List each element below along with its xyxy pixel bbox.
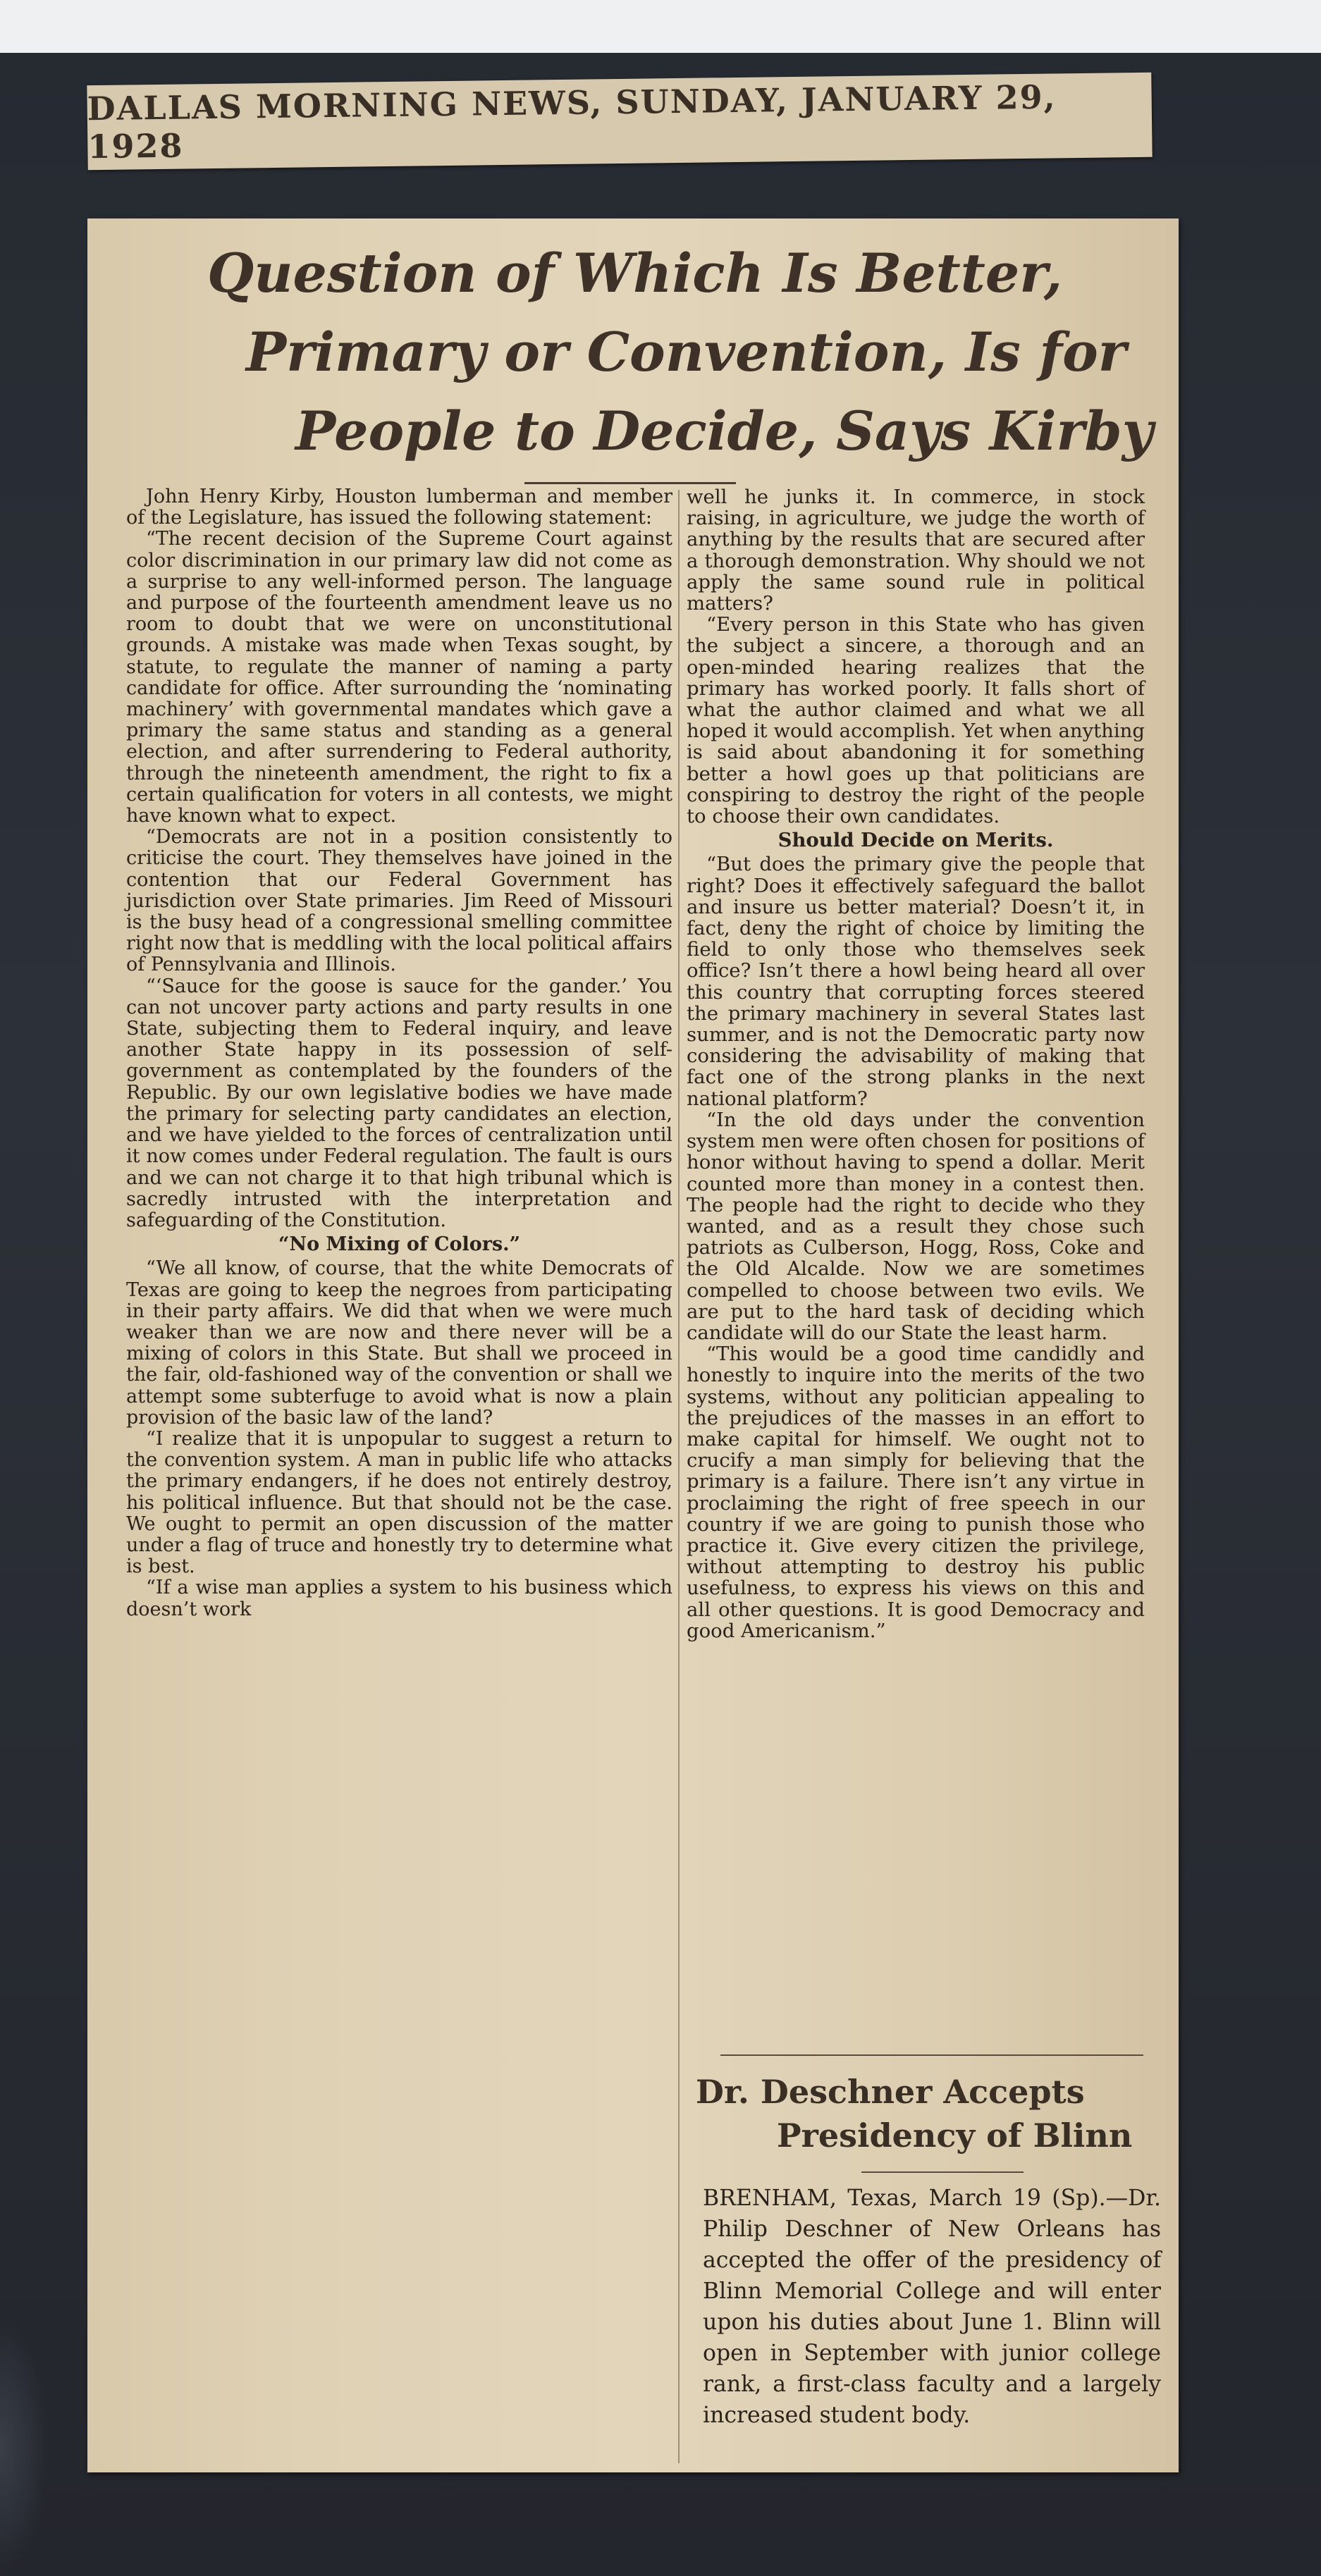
second-headline-line-1: Dr. Deschner Accepts	[696, 2073, 1085, 2111]
headline-line-2: Primary or Convention, Is for	[246, 321, 1126, 383]
dateline-text: DALLAS MORNING NEWS, SUNDAY, JANUARY 29, 1928	[87, 78, 1057, 166]
second-article	[689, 2054, 1175, 2431]
wall-background	[0, 0, 1321, 60]
paragraph: “Democrats are not in a position consistently to criticise the court. They themselves have joined in the contention that our Federal Government has jurisdiction over State primaries. Jim Reed of Missouri is the busy head of a congressional smelling committee right now that is meddling with the local political affairs of Pennsylvania and Illinois.	[126, 826, 672, 976]
paragraph: “I realize that it is unpopular to suggest a return to the convention system. A man in public life who attacks the primary endangers, if he does not entirely destroy, his political influence. But that should not be the case. We ought to permit an open discussion of the matter under a flag of truce and honestly try to determine what is best.	[126, 1427, 672, 1578]
column-divider	[678, 490, 680, 2463]
second-headline-rule	[861, 2171, 1024, 2173]
article-separator	[720, 2054, 1143, 2056]
subheading: “No Mixing of Colors.”	[278, 1233, 521, 1256]
dateline-strip	[87, 73, 1152, 170]
article-right-column	[687, 486, 1145, 1641]
headline-rule	[524, 482, 736, 484]
paragraph: “The recent decision of the Supreme Court against color discrimination in our primary law did not come as a surprise to any well-informed person. The language and purpose of the fourteenth amendment leave us no room to doubt that we were on unconstitutional grounds. A mistake was made when Texas sought, by statute, to regulate the manner of naming a party candidate for office. After surrounding the ‘nominating machinery’ with governmental mandates which gave a primary the same status and standing as a general election, and after surrendering to Federal authority, through the nineteenth amendment, the right to fix a certain qualification for voters in all contests, we might have known what to expect.	[126, 528, 672, 827]
newspaper-clipping	[87, 218, 1179, 2472]
paragraph: “If a wise man applies a system to his business which doesn’t work	[126, 1577, 672, 1620]
second-headline-line-2: Presidency of Blinn	[777, 2116, 1133, 2155]
second-article-body: BRENHAM, Texas, March 19 (Sp).—Dr. Philip Deschner of New Orleans has accepted the offer of the presidency of Blinn Memorial College and will enter upon his duties about June 1. Blinn will open in September with junior college rank, a first-class faculty and a largely increased student body.	[703, 2186, 1161, 2428]
paragraph: “This would be a good time candidly and honestly to inquire into the merits of the two systems, without any politician appealing to the prejudices of the masses in an effort to make capital for himself. We ought not to crucify a man simply for believing that the primary is a failure. There isn’t any virtue in proclaiming the right of free speech in our country if we are going to punish those who practice it. Give every citizen the privilege, without attempting to destroy his public usefulness, to express his views on this and all other questions. It is good Democracy and good Americanism.”	[687, 1343, 1145, 1642]
headline-line-3: People to Decide, Says Kirby	[295, 400, 1153, 462]
paragraph: “But does the primary give the people that right? Does it effectively safeguard the ballot and insure us better material? Doesn’t it, in fact, deny the right of choice by limiting the field to only those who themselves seek office? Isn’t there a howl being heard all over this country that corrupting forces steered the primary machinery in several States last summer, and is not the Democratic party now considering the advisability of making that fact one of the strong planks in the next national platform?	[687, 853, 1145, 1110]
article-headline	[207, 242, 1153, 462]
torn-paper-corner	[0, 2319, 49, 2576]
subheading: Should Decide on Merits.	[778, 829, 1054, 852]
paragraph: John Henry Kirby, Houston lumberman and member of the Legislature, has issued the following statement:	[126, 486, 672, 529]
headline-line-1: Question of Which Is Better,	[207, 242, 1063, 304]
article-left-column	[126, 486, 672, 1620]
paragraph: “Every person in this State who has given the subject a sincere, a thorough and an open-minded hearing realizes that the primary has worked poorly. It falls short of what the author claimed and what we all hoped it would accomplish. Yet when anything is said about abandoning it for something better a howl goes up that politicians are conspiring to destroy the right of the people to choose their own candidates.	[687, 613, 1145, 828]
paragraph: “‘Sauce for the goose is sauce for the gander.’ You can not uncover party actions and party results in one State, subjecting them to Federal inquiry, and leave another State happy in its possession of self-government as contemplated by the founders of the Republic. By our own legislative bodies we have made the primary for selecting party candidates an election, and we have yielded to the forces of centralization until it now comes under Federal regulation. The fault is ours and we can not charge it to that high tribunal which is sacredly intrusted with the interpretation and safeguarding of the Constitution.	[126, 975, 672, 1231]
paragraph: well he junks it. In commerce, in stock raising, in agriculture, we judge the worth of anything by the results that are secured after a thorough demonstration. Why should we not apply the same sound rule in political matters?	[687, 486, 1145, 615]
paragraph: “We all know, of course, that the white Democrats of Texas are going to keep the negroes from participating in their party affairs. We did that when we were much weaker than we are now and there never will be a mixing of colors in this State. But shall we proceed in the fair, old-fashioned way of the convention or shall we attempt some subterfuge to avoid what is now a plain provision of the basic law of the land?	[126, 1257, 672, 1429]
paragraph: “In the old days under the convention system men were often chosen for positions of honor without having to spend a dollar. Merit counted more than money in a contest then. The people had the right to decide who they wanted, and as a result they chose such patriots as Culberson, Hogg, Ross, Coke and the Old Alcalde. Now we are sometimes compelled to choose between two evils. We are put to the hard task of deciding which candidate will do our State the least harm.	[687, 1108, 1145, 1344]
